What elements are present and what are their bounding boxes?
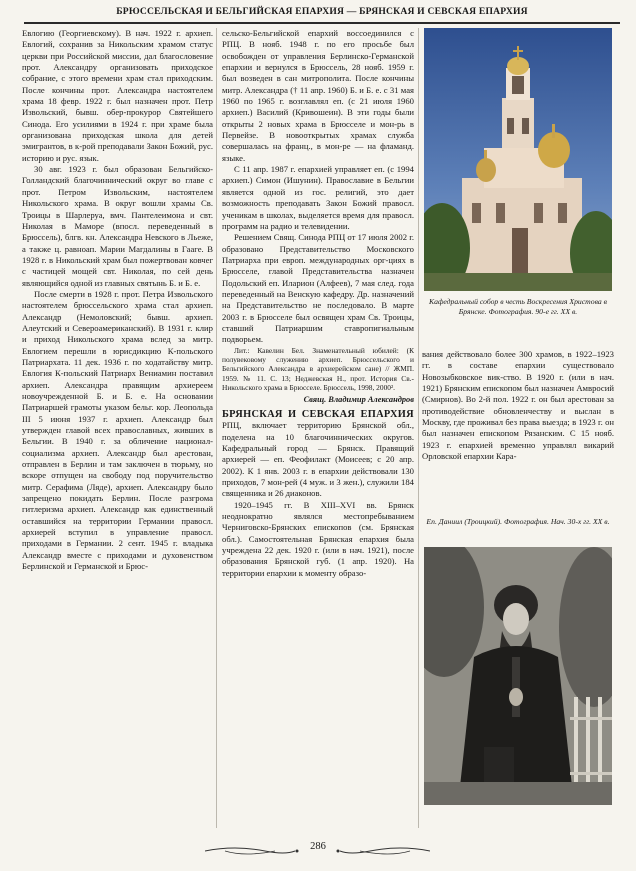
- column-2: [222, 28, 414, 828]
- header-title: БРЮССЕЛЬСКАЯ И БЕЛЬГИЙСКАЯ ЕПАРХИЯ — БРЯНСКАЯ И СЕВСКАЯ ЕПАРХИЯ: [116, 6, 528, 17]
- page-number: 286: [310, 841, 326, 852]
- paragraph: Евлогию (Георгиевскому). В нач. 1922 г. архиеп. Евлогий, сохранив за Никольским храмом статус церкви при Российской миссии, дал благословение прот. Александру организовать приходское собрание, с этого времени храм стал приходским. После кончины прот. Александра настоятелем храма 18 февр. 1922 г. был назначен прот. Петр Извольский, бывш. обер-прокурор Святейшего Синода. Его усилиями в 1924 г. при храме была организована приходская школа для детей эмигрантов, в к-рой преподавали Закон Божий, рус. историю и рус. язык.: [22, 28, 213, 163]
- paragraph: 30 авг. 1923 г. был образован Бельгийско-Голландский благочиннический округ во главе с прот. Петром Извольским, настоятелем Никольского храма. В округ вошли храмы Св. Троицы в Шарлеруа, вмч. Пантелеимона и свт. Николая в Маморе (впосл. переведенный в Брюссель), блгв. кн. Александра Невского в Льеже, а также ц. равноап. Марии Магдалины в Гааге. В 1928 г. в Никольский храм был пожертвован ковчег с частицей мощей свт. Николая, по сей день являющийся одной из главных святынь Б. и Б. е.: [22, 164, 213, 288]
- paragraph: Решением Свящ. Синода РПЦ от 17 июля 2002 г. образовано Представительство Московского Патриарха при европ. международных орг-циях в Брюсселе, главой Представительства назначен Подольский еп. Иларион (Алфеев), 7 мая след. года переведенный на Венскую кафедру. Др. назначений на Представительство не последовало. В марте 2003 г. в Брюсселе был освящен храм Св. Троицы, ставший Патриаршим ставропигиальным подворьем.: [222, 232, 414, 345]
- column-1: [22, 28, 213, 828]
- section-title: БРЯНСКАЯ И СЕВСКАЯ ЕПАРХИЯ: [222, 409, 414, 420]
- author-signature: Свящ. Владимир Александров: [303, 394, 414, 404]
- running-header: [24, 6, 620, 24]
- paragraph: сельско-Бельгийской епархий воссоединился с РПЦ. В нояб. 1948 г. по его просьбе был освобожден от управления Берлинско-Германской епархии и вернулся в Брюссель, 28 нояб. 1959 г. был возведен в сан митрополита. После кончины митр. Александра († 11 апр. 1960) Б. и Б. е. с 31 мая 1960 по 1965 г. возглавлял еп. (с 21 июля 1960 архиеп.) Василий (Кривошеин). В эти годы были открыты 2 новых храма в Брюсселе и мон-рь в Первейзе. В новооткрытых храмах служба совершалась на франц., в мон-ре — на фламанд. языке.: [222, 28, 414, 163]
- bishop-portrait-photo: [424, 547, 612, 805]
- photo-caption: Кафедральный собор в честь Воскресения Христова в Брянске. Фотография. 90-е гг. XX в.: [429, 297, 607, 316]
- cathedral-photo: [424, 28, 612, 291]
- paragraph: После смерти в 1928 г. прот. Петра Извольского настоятелем брюссельского храма стал архиеп. Александр (Немоловский; бывш. архиеп. Алеутский и Североамериканский). В 1931 г. клир и приход Никольского храма вслед за митр. Евлогием перешли в юрисдикцию К-польского Патриархата. 11 дек. 1936 г. по ходатайству митр. Евлогия К-польский Патриарх Вениамин поставил архиеп. Александра правящим архиереем новоучрежденной Б. и Б. е. На основании Патриаршей грамоты указом бельг. кор. Леопольда III 5 июня 1937 г. архиеп. Александр был утвержден главой всех православных, живших в Бельгии. В 1940 г. за обличение национал-социализма архиеп. Александр был арестован, отправлен в Берлин и там заключен в тюрьму, но вскоре отпущен на свободу под поручительство митр. Серафима (Ляде), архиеп. Александру было запрещено покидать Берлин. После разгрома гитлеризма архиеп. Александр как единственный оставшийся на территории Германии правосл. архиерей вступил в управление правосл. приходами в Германии. 2 сент. 1945 г. владыка Александр вместе с приходами и духовенством Берлинской и Германской и Брюс-: [22, 288, 213, 572]
- section-text: РПЦ, включает территорию Брянской обл., поделена на 10 благочиннических округов. Кафедральный город — Брянск. Правящий архиерей — еп. Феофилакт (Моисеев; с 20 апр. 2002). К 1 янв. 2003 г. в епархии действовали 130 приходов, 7 мон-рей (4 муж. и 3 жен.), служили 184 священника и 26 диаконов.: [222, 420, 414, 499]
- section-intro: [222, 409, 414, 500]
- column-divider: [418, 28, 419, 828]
- literature-list: Лит.: Кавелин Бел. Знаменательный юбилей: (К полувековому служению архиеп. Брюссельского и Бельгийского Александра в архиерейском сане) // ЖМП. 1959. № 11. С. 13; Неджевская Н., прот. История Св.-Никольского храма в Брюсселе. Брюссель, 1998, 2000².: [222, 345, 414, 393]
- photo-caption: Еп. Даниил (Троицкий). Фотография. Нач. 30-х гг. XX в.: [426, 517, 610, 526]
- paragraph: вания действовало более 300 храмов, в 1922–1923 гг. в составе епархии существовало Новозыбковское вик-ство. В 1920 г. (или в нач. 1921) Брянским епископом был назначен Амвросий (Смирнов). Во 2-й пол. 1922 г. он был арестован за противодействие обновленчеству и выслан в Москву, где проживал без права выезда; в 1923 г. он был назначен епископом Рязанским. С 15 нояб. 1923 г. епархией временно управлял викарий Орловской епархии Кара-: [422, 349, 614, 462]
- column-3: [422, 349, 614, 525]
- column-divider: [216, 28, 217, 828]
- paragraph: С 11 апр. 1987 г. епархией управляет еп. (с 1994 архиеп.) Симон (Ишунин). Православие в Бельгии является одной из гос. религий, это дает возможность преподавать Закон Божий правосл. ученикам в школах, выделяется время для правосл. программ на радио и телевидении.: [222, 164, 414, 231]
- paragraph: 1920–1945 гг. В XIII–XVI вв. Брянск неоднократно являлся местопребыванием Черниговско-Брянских епископов (см. Брянская обл.). Самостоятельная Брянская епархия была учреждена 22 дек. 1920 г. (или в нач. 1921), после образования Брянской губ. (1 апр. 1920). На территории епархии к моменту образо-: [222, 499, 414, 578]
